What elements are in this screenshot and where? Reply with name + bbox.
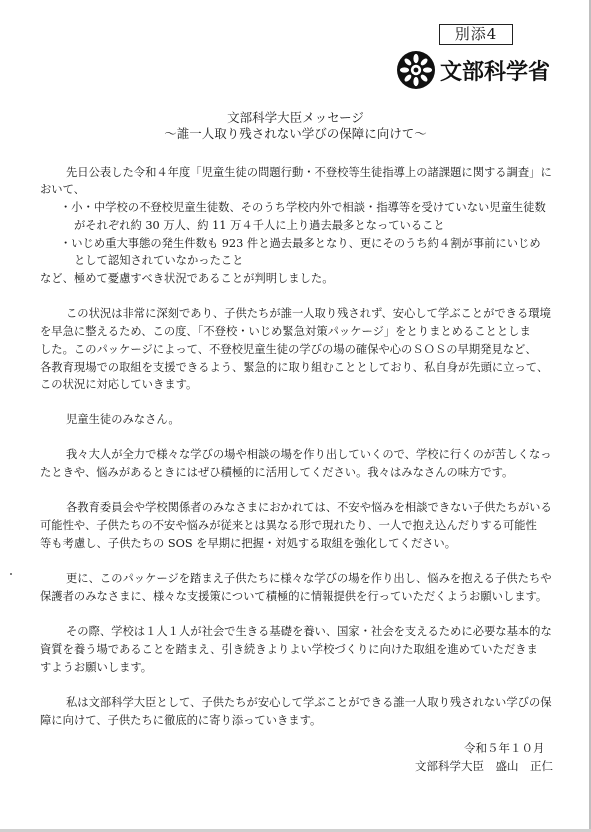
body-line: 更に、このパッケージを踏まえ子供たちに様々な学びの場を作り出し、悩みを抱える子供たちや	[66, 572, 552, 585]
greeting-line: 児童生徒のみなさん。	[66, 413, 180, 426]
body-line: など、極めて憂慮すべき状況であることが判明しました。	[40, 272, 334, 285]
body-line: 保護者のみなさまに、様々な支援策について積極的に情報提供を行っていただくようお願いします。	[40, 590, 548, 603]
body-line: を早急に整えるため、この度、「不登校・いじめ緊急対策パッケージ」をとりまとめることとしま	[40, 325, 531, 338]
document-title: 文部科学大臣メッセージ	[227, 110, 364, 125]
body-line: 先日公表した令和４年度「児童生徒の問題行動・不登校等生徒指導上の諸課題に関する調査」に	[66, 166, 552, 179]
body-line: たときや、悩みがあるときにはぜひ積極的に活用してください。我々はみなさんの味方です。	[40, 466, 514, 479]
scan-speck	[10, 573, 12, 575]
body-line: 私は文部科学大臣として、子供たちが安心して学ぶことができる誰一人取り残されない学びの保	[66, 696, 552, 709]
body-line: 障に向けて、子供たちに徹底的に寄り添っていきます。	[40, 714, 322, 727]
body-line: 資質を養う場であることを踏まえ、引き続きよりよい学校づくりに向けた取組を進めていただきま	[40, 643, 538, 656]
document-subtitle: ～誰一人取り残されない学びの保障に向けて～	[164, 126, 427, 141]
mext-logo	[396, 49, 561, 91]
body-line: おいて、	[40, 183, 85, 196]
body-line: 我々大人が全力で様々な学びの場や相談の場を作り出していくので、学校に行くのが苦しくなっ	[66, 448, 552, 461]
bullet-line: ・いじめ重大事態の発生件数も 923 件と過去最多となり、更にそのうち約４割が事前にいじめ	[60, 237, 541, 250]
body-line: 各教育委員会や学校関係者のみなさまにおかれては、不安や悩みを相談できない子供たちがいる	[66, 501, 552, 514]
mext-emblem-icon	[396, 50, 436, 90]
body-line: その際、学校は１人１人が社会で生きる基礎を養い、国家・社会を支えるために必要な基本的な	[66, 625, 552, 638]
bullet-line: として認知されていなかったこと	[74, 254, 244, 267]
bullet-line: がそれぞれ約 30 万人、約 11 万４千人に上り過去最多となっていること	[74, 219, 445, 232]
signature: 文部科学大臣 盛山 正仁	[415, 759, 553, 773]
body-line: この状況は非常に深刻であり、子供たちが誰一人取り残されず、安心して学ぶことができる環境	[66, 307, 551, 320]
body-line: この状況に対応していきます。	[40, 378, 198, 391]
body-line: した。このパッケージによって、不登校児童生徒の学びの場の確保や心のＳＯＳの早期発見など、	[40, 343, 537, 356]
document-date: 令和５年１０月	[464, 741, 545, 755]
logo-text: 文部科学省	[440, 59, 551, 85]
body-line: 各教育現場での取組を支援できるよう、緊急的に取り組むこととしており、私自身が先頭に立って、	[40, 361, 549, 374]
bullet-line: ・小・中学校の不登校児童生徒数、そのうち学校内外で相談・指導等を受けていない児童生徒数	[60, 201, 546, 214]
body-line: 可能性や、子供たちの不安や悩みが従来とは異なる形で現れたり、一人で抱え込んだりする可能性	[40, 519, 537, 532]
body-line: すようお願いします。	[40, 661, 153, 674]
body-line: 等も考慮し、子供たちの SOS を早期に把握・対処する取組を強化してください。	[40, 537, 457, 550]
attachment-label: 別添4	[439, 24, 513, 45]
